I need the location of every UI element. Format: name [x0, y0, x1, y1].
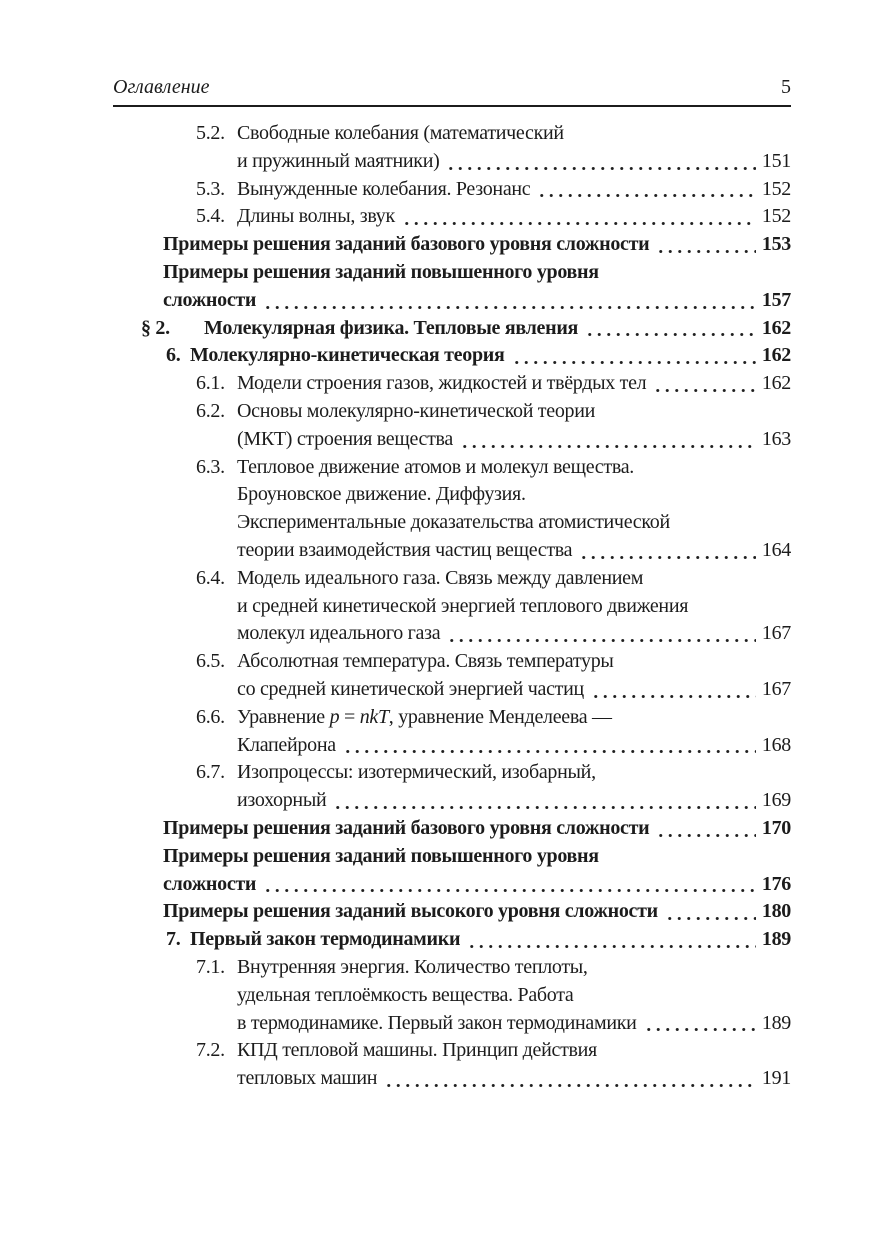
- dot-leader: [512, 361, 756, 364]
- toc-line: [196, 620, 791, 648]
- dot-leader: [644, 1028, 756, 1031]
- toc-line: [163, 287, 791, 315]
- entry-title: со средней кинетической энергией частиц: [237, 677, 584, 700]
- page-number: 170: [761, 816, 791, 839]
- entry-title: Изопроцессы: изотермический, изобарный,: [237, 761, 596, 784]
- header-page-number: 5: [781, 76, 791, 98]
- entry-title: Тепловое движение атомов и молекул вещества.: [237, 455, 634, 478]
- entry-number: 6.6.: [196, 705, 225, 728]
- entry-title: Свободные колебания (математический: [237, 122, 564, 144]
- entry-title: молекул идеального газа: [237, 622, 441, 645]
- toc-line: [196, 176, 791, 204]
- dot-leader: [537, 194, 756, 197]
- page-number: 167: [761, 622, 791, 645]
- page-number: 167: [761, 677, 791, 700]
- toc-line: [166, 342, 791, 370]
- entry-number: 6.1.: [196, 372, 225, 395]
- entry-title: Модели строения газов, жидкостей и твёрдых тел: [237, 372, 647, 395]
- toc-entry: [113, 398, 791, 454]
- toc-entry: [113, 203, 791, 231]
- entry-title: теории взаимодействия частиц вещества: [237, 538, 573, 561]
- page-number: 157: [761, 288, 791, 311]
- toc-line: [163, 815, 791, 843]
- page-number: 163: [761, 427, 791, 450]
- entry-number: 5.2.: [196, 122, 225, 144]
- entry-number: 6.3.: [196, 455, 225, 478]
- running-header: [113, 76, 791, 107]
- toc-line: [196, 759, 791, 787]
- toc-line: [196, 426, 791, 454]
- dot-leader: [447, 639, 756, 642]
- toc-entry: [113, 926, 791, 954]
- dot-leader: [579, 556, 756, 559]
- entry-title: Примеры решения заданий высокого уровня сложности: [163, 900, 658, 923]
- toc-entry: [113, 259, 791, 315]
- page-number: 152: [761, 177, 791, 200]
- entry-title: сложности: [163, 288, 257, 311]
- entry-number: 6.4.: [196, 566, 225, 589]
- entry-number: 7.1.: [196, 955, 225, 978]
- toc-entry: [113, 176, 791, 204]
- entry-title: Внутренняя энергия. Количество теплоты,: [237, 955, 588, 978]
- entry-title: Примеры решения заданий базового уровня сложности: [163, 233, 650, 256]
- toc-entry: [113, 342, 791, 370]
- header-title: Оглавление: [113, 76, 210, 98]
- entry-title: удельная теплоёмкость вещества. Работа: [237, 983, 574, 1006]
- toc-line: [196, 148, 791, 176]
- toc-line: [196, 954, 791, 982]
- dot-leader: [591, 695, 756, 698]
- toc-entry: [113, 565, 791, 648]
- toc-line: [196, 787, 791, 815]
- toc-entry: [113, 954, 791, 1037]
- toc-line: [163, 843, 791, 871]
- entry-number: 6.5.: [196, 650, 225, 673]
- page-number: 153: [761, 233, 791, 256]
- entry-number: 6.2.: [196, 399, 225, 422]
- toc-line: [196, 732, 791, 760]
- toc-entry: [113, 648, 791, 704]
- document-page: [113, 76, 791, 1093]
- entry-number: 6.: [166, 344, 181, 367]
- dot-leader: [402, 222, 756, 225]
- entry-title: Примеры решения заданий повышенного уровня: [163, 260, 599, 283]
- toc-line: [163, 231, 791, 259]
- page-number: 164: [761, 538, 791, 561]
- toc-line: [196, 648, 791, 676]
- dot-leader: [263, 889, 756, 892]
- entry-title: Уравнение p = nkT, уравнение Менделеева —: [237, 705, 612, 728]
- toc-line: [163, 898, 791, 926]
- entry-title: КПД тепловой машины. Принцип действия: [237, 1039, 597, 1062]
- toc-line: [196, 203, 791, 231]
- page-number: 180: [761, 900, 791, 923]
- entry-title: и средней кинетической энергией теплового движения: [237, 594, 689, 617]
- dot-leader: [333, 806, 756, 809]
- dot-leader: [384, 1084, 756, 1087]
- toc-line: [166, 926, 791, 954]
- page-number: 189: [761, 1011, 791, 1034]
- toc-line: [196, 398, 791, 426]
- dot-leader: [656, 834, 756, 837]
- entry-title: Примеры решения заданий повышенного уровня: [163, 844, 599, 867]
- page-number: 152: [761, 205, 791, 228]
- entry-title: Экспериментальные доказательства атомистической: [237, 511, 670, 534]
- entry-title: сложности: [163, 872, 257, 895]
- page-number: 169: [761, 789, 791, 812]
- page-number: 162: [761, 372, 791, 395]
- dot-leader: [656, 250, 756, 253]
- entry-title: в термодинамике. Первый закон термодинамики: [237, 1011, 637, 1034]
- toc-line: [196, 454, 791, 482]
- dot-leader: [467, 945, 756, 948]
- entry-number: 5.4.: [196, 205, 225, 228]
- toc-line: [196, 593, 791, 621]
- entry-title: Примеры решения заданий базового уровня сложности: [163, 816, 650, 839]
- dot-leader: [343, 750, 756, 753]
- toc-line: [196, 565, 791, 593]
- entry-title: Первый закон термодинамики: [190, 928, 461, 951]
- toc-entry: [113, 454, 791, 565]
- entry-number: § 2.: [141, 316, 170, 339]
- toc-entry: [113, 231, 791, 259]
- entry-title: Молекулярно-кинетическая теория: [190, 344, 505, 367]
- toc-line: [196, 1037, 791, 1065]
- entry-title: Броуновское движение. Диффузия.: [237, 483, 526, 506]
- math-symbol: nkT: [359, 705, 389, 728]
- toc-entry: [113, 1037, 791, 1093]
- toc-line: [196, 481, 791, 509]
- toc-entry: [113, 315, 791, 343]
- entry-title: Модель идеального газа. Связь между давлением: [237, 566, 644, 589]
- entry-title: Основы молекулярно-кинетической теории: [237, 399, 596, 422]
- dot-leader: [460, 445, 756, 448]
- dot-leader: [263, 306, 756, 309]
- toc-entry: [113, 120, 791, 176]
- page-number: 162: [761, 344, 791, 367]
- toc-line: [196, 982, 791, 1010]
- toc-line: [141, 315, 791, 343]
- page-number: 151: [761, 149, 791, 172]
- entry-title: тепловых машин: [237, 1067, 378, 1090]
- entry-number: 7.2.: [196, 1039, 225, 1062]
- entry-number: 7.: [166, 928, 181, 951]
- page-number: 191: [761, 1067, 791, 1090]
- entry-title: Длины волны, звук: [237, 205, 395, 228]
- toc-line: [163, 259, 791, 287]
- toc-line: [196, 1010, 791, 1038]
- page-number: 162: [761, 316, 791, 339]
- entry-title: Абсолютная температура. Связь температуры: [237, 650, 614, 673]
- dot-leader: [653, 389, 756, 392]
- entry-title: Молекулярная физика. Тепловые явления: [204, 316, 579, 339]
- toc-line: [196, 676, 791, 704]
- entry-title: Клапейрона: [237, 733, 336, 756]
- toc-list: [113, 120, 791, 1093]
- toc-line: [196, 537, 791, 565]
- entry-title: Вынужденные колебания. Резонанс: [237, 177, 531, 200]
- toc-entry: [113, 370, 791, 398]
- toc-entry: [113, 815, 791, 843]
- dot-leader: [446, 167, 755, 170]
- page-number: 189: [761, 928, 791, 951]
- toc-entry: [113, 898, 791, 926]
- toc-line: [196, 1065, 791, 1093]
- toc-entry: [113, 759, 791, 815]
- dot-leader: [665, 917, 756, 920]
- toc-entry: [113, 704, 791, 760]
- toc-line: [196, 704, 791, 732]
- page-number: 176: [761, 872, 791, 895]
- entry-number: 6.7.: [196, 761, 225, 784]
- toc-line: [196, 120, 791, 148]
- entry-title: изохорный: [237, 789, 327, 812]
- page-number: 168: [761, 733, 791, 756]
- toc-entry: [113, 843, 791, 899]
- dot-leader: [585, 333, 756, 336]
- entry-title: (МКТ) строения вещества: [237, 427, 454, 450]
- entry-title: и пружинный маятники): [237, 149, 440, 172]
- entry-number: 5.3.: [196, 177, 225, 200]
- math-symbol: p: [329, 705, 340, 728]
- toc-line: [163, 871, 791, 899]
- toc-line: [196, 370, 791, 398]
- toc-line: [196, 509, 791, 537]
